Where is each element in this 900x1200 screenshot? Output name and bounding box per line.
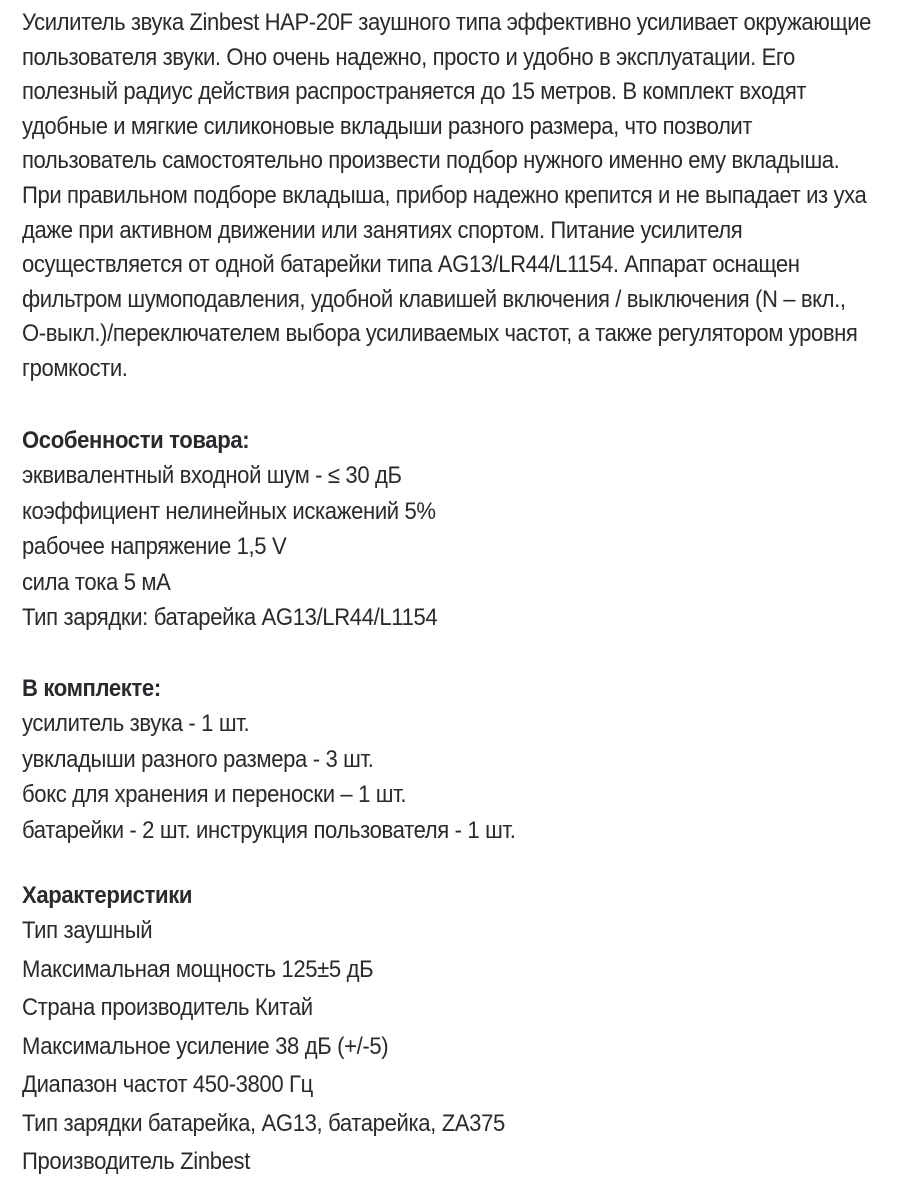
- spec-item: Максимальное усиление 38 дБ (+/-5): [22, 1032, 389, 1060]
- spec-item: Производитель Zinbest: [22, 1148, 251, 1176]
- spec-item: Страна производитель Китай: [22, 994, 313, 1022]
- feature-item: Тип зарядки: батарейка AG13/LR44/L1154: [22, 604, 438, 632]
- spec-item: Максимальная мощность 125±5 дБ: [22, 955, 374, 983]
- kit-item: батарейки - 2 шт. инструкция пользователя - 1 шт.: [22, 816, 516, 844]
- kit-item: усилитель звука - 1 шт.: [22, 710, 250, 738]
- feature-item: рабочее напряжение 1,5 V: [22, 533, 287, 561]
- kit-title: В комплекте:: [22, 674, 161, 702]
- intro-paragraph: Усилитель звука Zinbest HAP-20F заушного типа эффективно усиливает окружающие пользователя звуки. Оно очень надежно, просто и удобно в эксплуатации. Его полезный радиус действия распространяется до 15 метров. В комплект входят удобные и мягкие силиконовые вкладыши разного размера, что позволит пользователь самостоятельно произвести подбор нужного именно ему вкладыша. При правильном подборе вкладыша, прибор надежно крепится и не выпадает из уха даже при активном движении или занятиях спортом. Питание усилителя осуществляется от одной батарейки типа AG13/LR44/L1154. Аппарат оснащен фильтром шумоподавления, удобной клавишей включения / выключения (N – вкл., O-выкл.)/переключателем выбора усиливаемых частот, а также регулятором уровня громкости.: [22, 9, 871, 382]
- feature-item: эквивалентный входной шум - ≤ 30 дБ: [22, 462, 402, 490]
- features-title: Особенности товара:: [22, 426, 250, 454]
- kit-item: увкладыши разного размера - 3 шт.: [22, 745, 374, 773]
- feature-item: коэффициент нелинейных искажений 5%: [22, 497, 436, 525]
- spec-item: Тип зарядки батарейка, AG13, батарейка, ZA375: [22, 1109, 505, 1137]
- specs-title: Характеристики: [22, 882, 193, 910]
- specs-section: [22, 880, 870, 1182]
- features-section: [22, 423, 870, 636]
- kit-item: бокс для хранения и переноски – 1 шт.: [22, 781, 407, 809]
- spec-item: Диапазон частот 450-3800 Гц: [22, 1071, 313, 1099]
- spec-item: Тип заушный: [22, 917, 153, 945]
- kit-section: [22, 671, 870, 849]
- feature-item: сила тока 5 мА: [22, 568, 171, 596]
